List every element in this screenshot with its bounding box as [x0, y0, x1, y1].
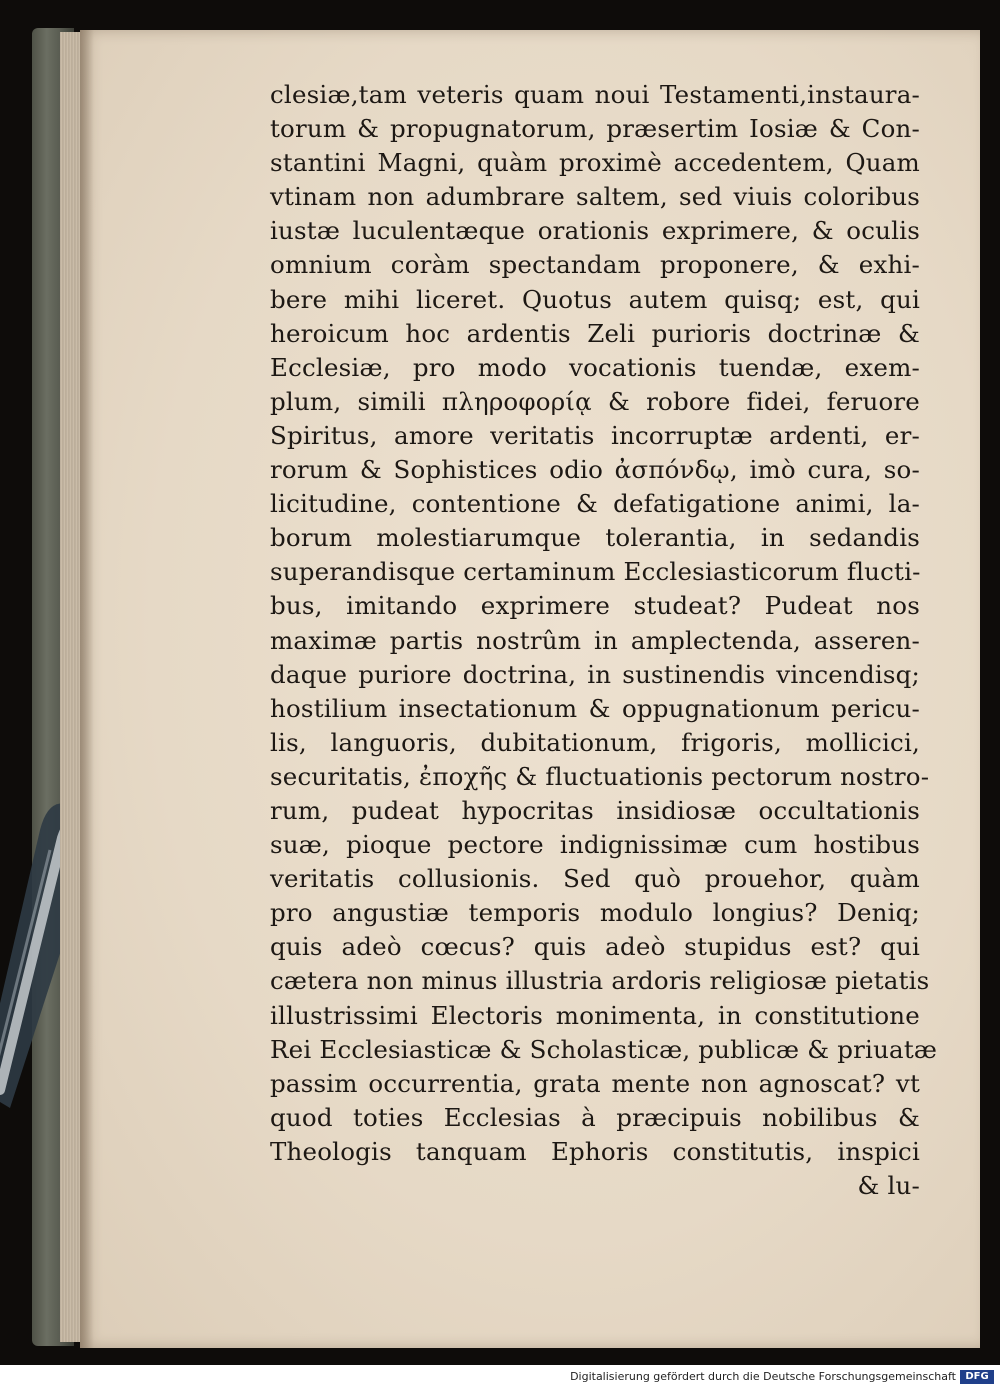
text-line: Rei Ecclesiasticæ & Scholasticæ, publicæ & priuatæ [270, 1034, 938, 1064]
page-text [270, 78, 938, 1203]
text-line: quod toties Ecclesias à præcipuis nobilibus & [270, 1102, 920, 1132]
text-line: superandisque certaminum Ecclesiasticorum flucti- [270, 557, 921, 587]
text-line: Ecclesiæ, pro modo vocationis tuendæ, exem- [270, 352, 920, 382]
text-line: hostilium insectationum & oppugnationum pericu- [270, 693, 920, 723]
text-line: veritatis collusionis. Sed quò prouehor, quàm [270, 864, 920, 894]
text-line: plum, simili πληροφορίᾳ & robore fidei, feruore [270, 386, 920, 416]
text-line: suæ, pioque pectore indignissimæ cum hostibus [270, 830, 920, 860]
text-line: heroicum hoc ardentis Zeli purioris doctrinæ & [270, 318, 920, 348]
glass-weight-shape [0, 790, 60, 1110]
text-line: Spiritus, amore veritatis incorruptæ ardenti, er- [270, 420, 920, 450]
text-line: torum & propugnatorum, præsertim Iosiæ & Con- [270, 114, 920, 144]
text-line: bus, imitando exprimere studeat? Pudeat nos [270, 591, 920, 621]
funding-credit: Digitalisierung gefördert durch die Deutsche Forschungsgemeinschaft [570, 1370, 956, 1383]
glass-page-weight [0, 790, 60, 1110]
text-line: stantini Magni, quàm proximè accedentem, Quam [270, 148, 920, 178]
text-line: bere mihi liceret. Quotus autem quisq; est, qui [270, 284, 920, 314]
text-line: borum molestiarumque tolerantia, in sedandis [270, 523, 920, 553]
text-line: cætera non minus illustria ardoris religiosæ pietatis [270, 966, 930, 996]
text-line: Theologis tanquam Ephoris constitutis, inspici [270, 1136, 920, 1166]
footer-bar [0, 1365, 1000, 1390]
text-line: lis, languoris, dubitationum, frigoris, mollicici, [270, 727, 920, 757]
page-gutter-shadow [80, 30, 94, 1348]
text-line: iustæ luculentæque orationis exprimere, & oculis [270, 216, 920, 246]
text-line: quis adeò cœcus? quis adeò stupidus est? qui [270, 932, 920, 962]
catchword: & lu- [857, 1171, 920, 1200]
dfg-logo: DFG [960, 1370, 994, 1384]
text-line: securitatis, ἐποχῆς & fluctuationis pectorum nostro- [270, 761, 930, 791]
text-line: rorum & Sophistices odio ἀσπόνδῳ, imò cura, so- [270, 455, 920, 485]
text-line: omnium coràm spectandam proponere, & exhi- [270, 250, 920, 280]
text-line: rum, pudeat hypocritas insidiosæ occultationis [270, 795, 920, 825]
text-line: vtinam non adumbrare saltem, sed viuis coloribus [270, 182, 920, 212]
text-line: daque puriore doctrina, in sustinendis vincendisq; [270, 659, 920, 689]
text-line: pro angustiæ temporis modulo longius? Deniq; [270, 898, 920, 928]
text-line: licitudine, contentione & defatigatione animi, la- [270, 489, 920, 519]
text-line: passim occurrentia, grata mente non agnoscat? vt [270, 1068, 920, 1098]
text-line: illustrissimi Electoris monimenta, in constitutione [270, 1000, 920, 1030]
text-line: maximæ partis nostrûm in amplectenda, asseren- [270, 625, 920, 655]
text-line: clesiæ,tam veteris quam noui Testamenti,instaura- [270, 80, 920, 109]
